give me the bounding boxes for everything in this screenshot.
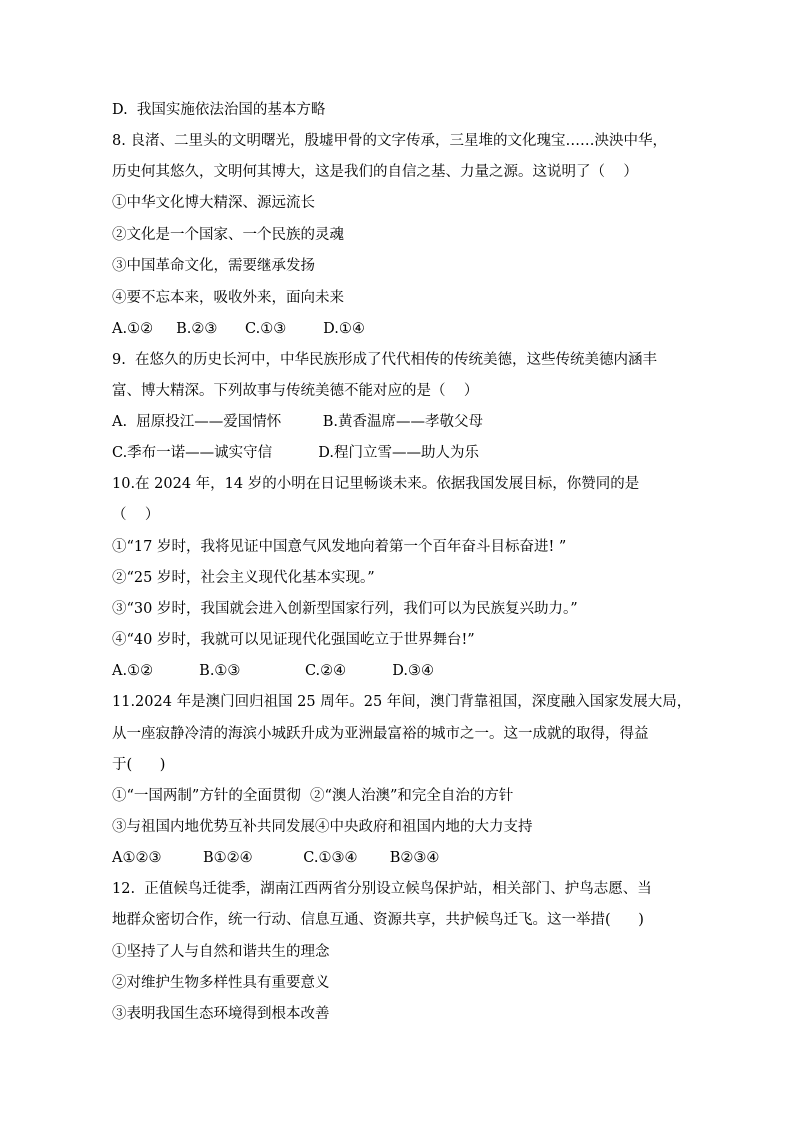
text-line: ①中华文化博大精深、源远流长	[112, 195, 315, 211]
text-line: 11.2024 年是澳门回归祖国 25 周年。25 年间，澳门背靠祖国，深度融入国家发展大局，	[112, 694, 692, 710]
text-line: C.季布一诺——诚实守信 D.程门立雪——助人为乐	[112, 445, 479, 461]
text-line: 9. 在悠久的历史长河中，中华民族形成了代代相传的传统美德，这些传统美德内涵丰	[112, 352, 658, 368]
text-line: ③中国革命文化，需要继承发扬	[112, 258, 315, 274]
text-line: 地群众密切合作，统一行动、信息互通、资源共享，共护候鸟迁飞。这一举措( )	[112, 912, 644, 928]
text-line: 富、博大精深。下列故事与传统美德不能对应的是（ ）	[112, 383, 479, 399]
text-line: A.①② B.②③ C.①③ D.①④	[112, 321, 365, 337]
text-line: ④“40 岁时，我就可以见证现代化强国屹立于世界舞台!”	[112, 632, 475, 648]
text-line: ②文化是一个国家、一个民族的灵魂	[112, 227, 344, 243]
text-line: ②“25 岁时，社会主义现代化基本实现。”	[112, 570, 375, 586]
text-line: A.①② B.①③ C.②④ D.③④	[112, 663, 434, 679]
text-line: 历史何其悠久，文明何其博大，这是我们的自信之基、力量之源。这说明了（ ）	[112, 164, 638, 180]
text-line: ①坚持了人与自然和谐共生的理念	[112, 944, 330, 960]
text-line: 8. 良渚、二里头的文明曙光，殷墟甲骨的文字传承，三星堆的文化瑰宝……泱泱中华，	[112, 133, 667, 149]
text-line: ④要不忘本来，吸收外来，面向未来	[112, 290, 344, 306]
text-line: （ ）	[112, 507, 160, 523]
text-line: 从一座寂静冷清的海滨小城跃升成为亚洲最富裕的城市之一。这一成就的取得，得益	[112, 726, 649, 742]
text-line: ②对维护生物多样性具有重要意义	[112, 975, 330, 991]
text-line: ①“一国两制”方针的全面贯彻 ②“澳人治澳”和完全自治的方针	[112, 788, 514, 804]
text-line: ③“30 岁时，我国就会进入创新型国家行列，我们可以为民族复兴助力。”	[112, 601, 578, 617]
text-line: A①②③ B①②④ C.①③④ B②③④	[112, 850, 440, 866]
text-line: 12. 正值候鸟迁徙季，湖南江西两省分别设立候鸟保护站，相关部门、护鸟志愿、当	[112, 881, 652, 897]
text-line: ①“17 岁时，我将见证中国意气风发地向着第一个百年奋斗目标奋进! ”	[112, 539, 567, 555]
text-line: 于( )	[112, 757, 166, 773]
text-line: ③表明我国生态环境得到根本改善	[112, 1006, 330, 1022]
text-line: D. 我国实施依法治国的基本方略	[112, 102, 326, 118]
text-line: 10.在 2024 年，14 岁的小明在日记里畅谈未来。依据我国发展目标，你赞同的是	[112, 476, 640, 492]
text-line: ③与祖国内地优势互补共同发展④中央政府和祖国内地的大力支持	[112, 819, 533, 835]
text-line: A. 屈原投江——爱国情怀 B.黄香温席——孝敬父母	[112, 414, 484, 430]
